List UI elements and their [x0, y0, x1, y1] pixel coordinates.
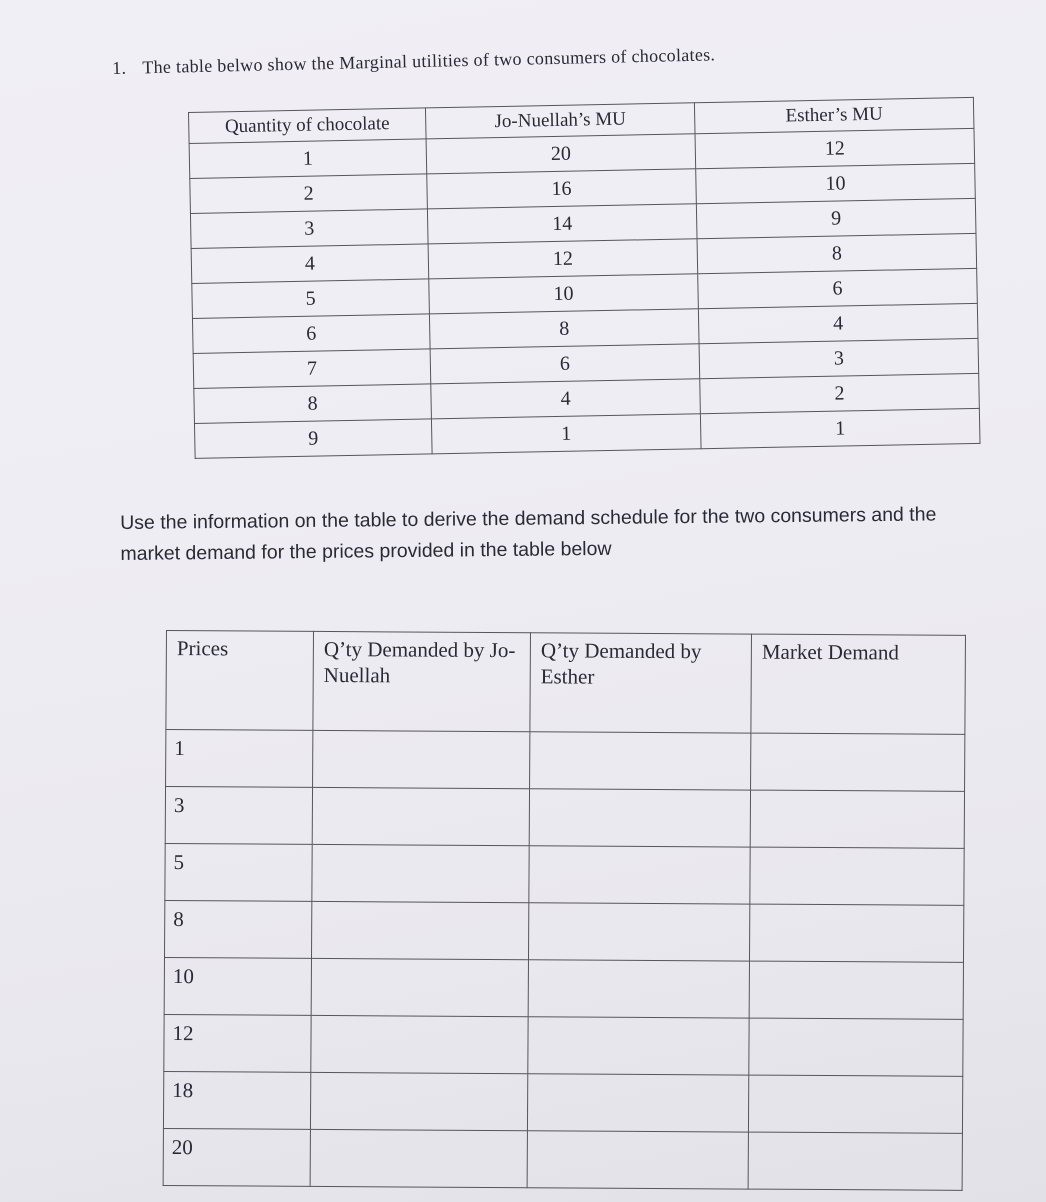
table-row [164, 1014, 963, 1076]
price-cell: 5 [165, 843, 312, 901]
question-text: The table belwo show the Marginal utilities of two consumers of chocolates. [142, 44, 716, 78]
esther-qty-blank[interactable] [528, 1017, 749, 1075]
mu-jo-nuellah-cell: 6 [430, 344, 700, 384]
mu-jo-nuellah-cell: 12 [428, 239, 698, 279]
market-demand-blank[interactable] [750, 790, 964, 848]
jo-nuellah-qty-blank[interactable] [311, 958, 528, 1016]
table-row [164, 957, 963, 1019]
market-demand-blank[interactable] [751, 733, 965, 791]
demand-header-market: Market Demand [751, 634, 966, 734]
mu-jo-nuellah-cell: 1 [431, 414, 701, 454]
esther-qty-blank[interactable] [529, 846, 750, 904]
price-cell: 10 [164, 957, 311, 1015]
marginal-utility-table [188, 97, 981, 459]
mu-esther-cell: 12 [695, 128, 975, 168]
mu-jo-nuellah-cell: 10 [429, 274, 699, 314]
question-number: 1. [112, 57, 127, 78]
mu-header-quantity: Quantity of chocolate [189, 108, 427, 144]
price-cell: 18 [163, 1071, 310, 1129]
jo-nuellah-qty-blank[interactable] [312, 844, 529, 902]
market-demand-blank[interactable] [750, 847, 964, 905]
demand-header-esther: Q’ty Demanded by Esther [530, 633, 752, 733]
jo-nuellah-qty-blank[interactable] [313, 730, 530, 788]
table-row [165, 787, 964, 849]
market-demand-blank[interactable] [748, 1132, 962, 1190]
esther-qty-blank[interactable] [528, 960, 749, 1018]
jo-nuellah-qty-blank[interactable] [311, 1015, 528, 1073]
mu-quantity-cell: 8 [194, 384, 432, 424]
jo-nuellah-qty-blank[interactable] [311, 901, 528, 959]
price-cell: 8 [164, 900, 311, 958]
demand-header-jo-nuellah: Q’ty Demanded by Jo-Nuellah [313, 631, 531, 731]
mu-esther-cell: 3 [699, 338, 979, 378]
table-row [163, 1128, 962, 1190]
jo-nuellah-qty-blank[interactable] [312, 787, 529, 845]
market-demand-blank[interactable] [749, 1018, 963, 1076]
table-row [166, 730, 965, 792]
table-row [165, 843, 964, 905]
esther-qty-blank[interactable] [527, 1131, 748, 1189]
market-demand-blank[interactable] [749, 961, 963, 1019]
demand-header-row [166, 631, 966, 735]
mu-quantity-cell: 5 [192, 279, 430, 319]
price-cell: 1 [166, 730, 313, 788]
mu-quantity-cell: 7 [193, 349, 431, 389]
mu-jo-nuellah-cell: 8 [429, 309, 699, 349]
mu-quantity-cell: 2 [190, 174, 428, 214]
mu-jo-nuellah-cell: 14 [427, 204, 697, 244]
mu-esther-cell: 1 [700, 408, 980, 448]
jo-nuellah-qty-blank[interactable] [310, 1072, 527, 1130]
table-row [164, 900, 963, 962]
mu-quantity-cell: 1 [189, 139, 427, 179]
mu-esther-cell: 10 [696, 163, 976, 203]
mu-quantity-cell: 9 [194, 419, 432, 459]
price-cell: 20 [163, 1128, 310, 1186]
price-cell: 3 [165, 787, 312, 845]
mu-header-esther: Esther’s MU [694, 97, 974, 133]
mu-esther-cell: 4 [698, 303, 978, 343]
demand-header-prices: Prices [166, 631, 314, 731]
esther-qty-blank[interactable] [528, 903, 749, 961]
mu-jo-nuellah-cell: 16 [427, 169, 697, 209]
instructions-text: Use the information on the table to derive the demand schedule for the two consumers and the market demand for the prices provided in the table below [120, 503, 937, 565]
mu-jo-nuellah-cell: 4 [431, 379, 701, 419]
mu-quantity-cell: 3 [190, 209, 428, 249]
price-cell: 12 [164, 1014, 311, 1072]
esther-qty-blank[interactable] [530, 732, 751, 790]
demand-schedule-table [163, 630, 966, 1191]
mu-esther-cell: 6 [698, 268, 978, 308]
market-demand-blank[interactable] [749, 904, 963, 962]
esther-qty-blank[interactable] [529, 789, 750, 847]
mu-quantity-cell: 6 [192, 314, 430, 354]
table-row [163, 1071, 962, 1133]
esther-qty-blank[interactable] [527, 1074, 748, 1132]
mu-esther-cell: 8 [697, 233, 977, 273]
mu-quantity-cell: 4 [191, 244, 429, 284]
question-heading [112, 44, 715, 79]
jo-nuellah-qty-blank[interactable] [310, 1129, 527, 1187]
mu-esther-cell: 9 [696, 198, 976, 238]
market-demand-blank[interactable] [748, 1075, 962, 1133]
mu-esther-cell: 2 [700, 373, 980, 413]
mu-jo-nuellah-cell: 20 [426, 134, 696, 174]
mu-header-jo-nuellah: Jo-Nuellah’s MU [425, 103, 695, 139]
